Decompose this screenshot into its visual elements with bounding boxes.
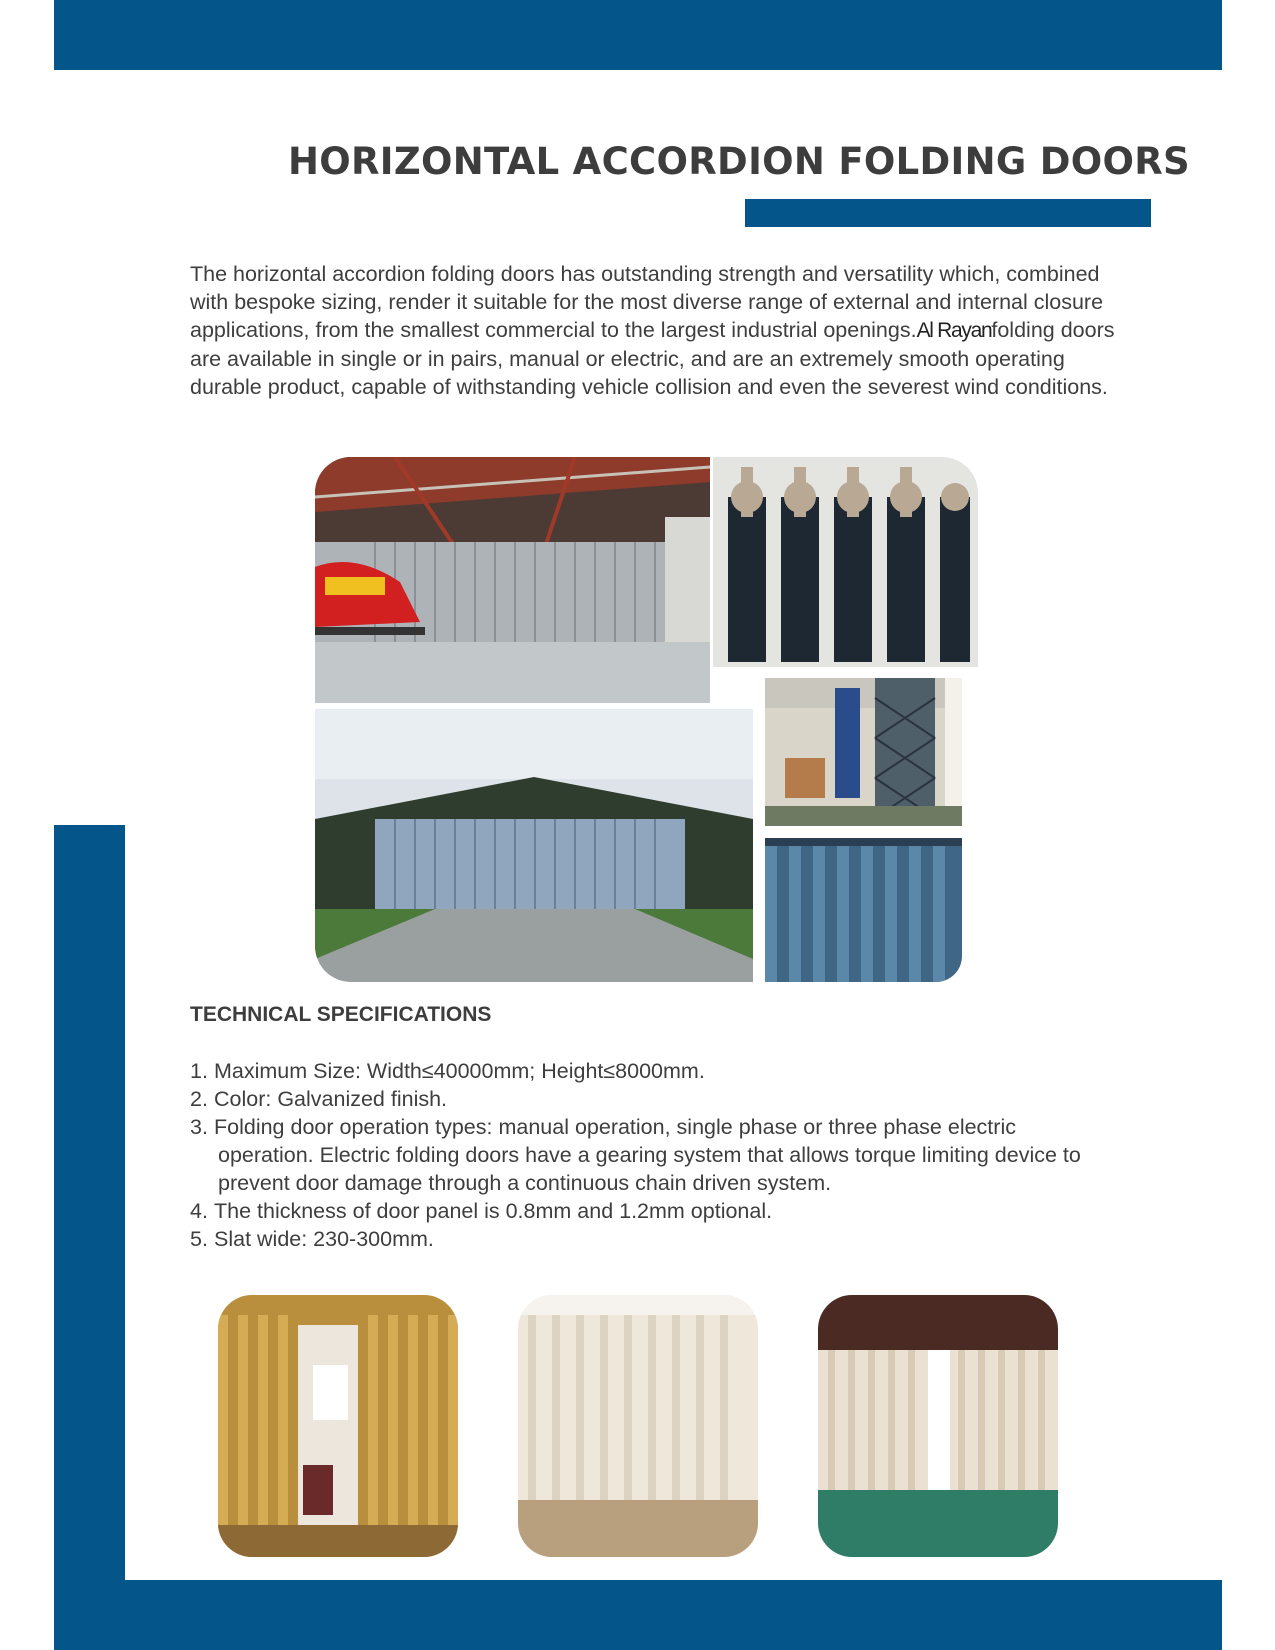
hangar-interior-helicopter-photo (315, 457, 710, 703)
intro-text-1: The horizontal accordion folding doors has outstanding strength and versatility which, combined with bespoke sizing, render it suitable for the most diverse range of external and internal closure applications, from the smallest commercial to the largest industrial openings. (190, 262, 1104, 342)
bottom-banner (54, 1580, 1222, 1650)
wood-folding-door-photo (218, 1295, 458, 1557)
intro-paragraph (190, 260, 1120, 401)
spec-item: 1. Maximum Size: Width≤40000mm; Height≤8000mm. (190, 1059, 705, 1083)
white-folding-partition-photo (518, 1295, 758, 1557)
top-banner (54, 0, 1222, 70)
intro-text-2: folding doors are available in single or in pairs, manual or electric, and are an extremely smooth operating durable product, capable of withstanding vehicle collision and even the severest wind conditions. (190, 318, 1115, 399)
gym-folding-partition-photo (818, 1295, 1058, 1557)
door-hardware-closeup-photo (713, 457, 978, 667)
left-accent-bar (54, 825, 125, 1585)
warehouse-scissor-lift-photo (765, 678, 962, 826)
spec-item: 5. Slat wide: 230-300mm. (190, 1227, 434, 1251)
spec-item: 2. Color: Galvanized finish. (190, 1087, 448, 1111)
page-title: HORIZONTAL ACCORDION FOLDING DOORS (287, 140, 1190, 183)
title-underline (745, 199, 1151, 227)
blue-panels-closeup-photo (765, 838, 962, 982)
specs-list (190, 1057, 1110, 1253)
brand-name: Al Rayan (916, 319, 992, 342)
spec-item: 4. The thickness of door panel is 0.8mm and 1.2mm optional. (190, 1199, 773, 1223)
hangar-exterior-photo (315, 709, 753, 982)
spec-item: 3. Folding door operation types: manual operation, single phase or three phase electric operation. Electric folding doors have a gearing system that allows torque limiting device to prevent door damage through a continuous chain driven system. (190, 1115, 1081, 1195)
specs-heading: TECHNICAL SPECIFICATIONS (190, 1003, 492, 1026)
